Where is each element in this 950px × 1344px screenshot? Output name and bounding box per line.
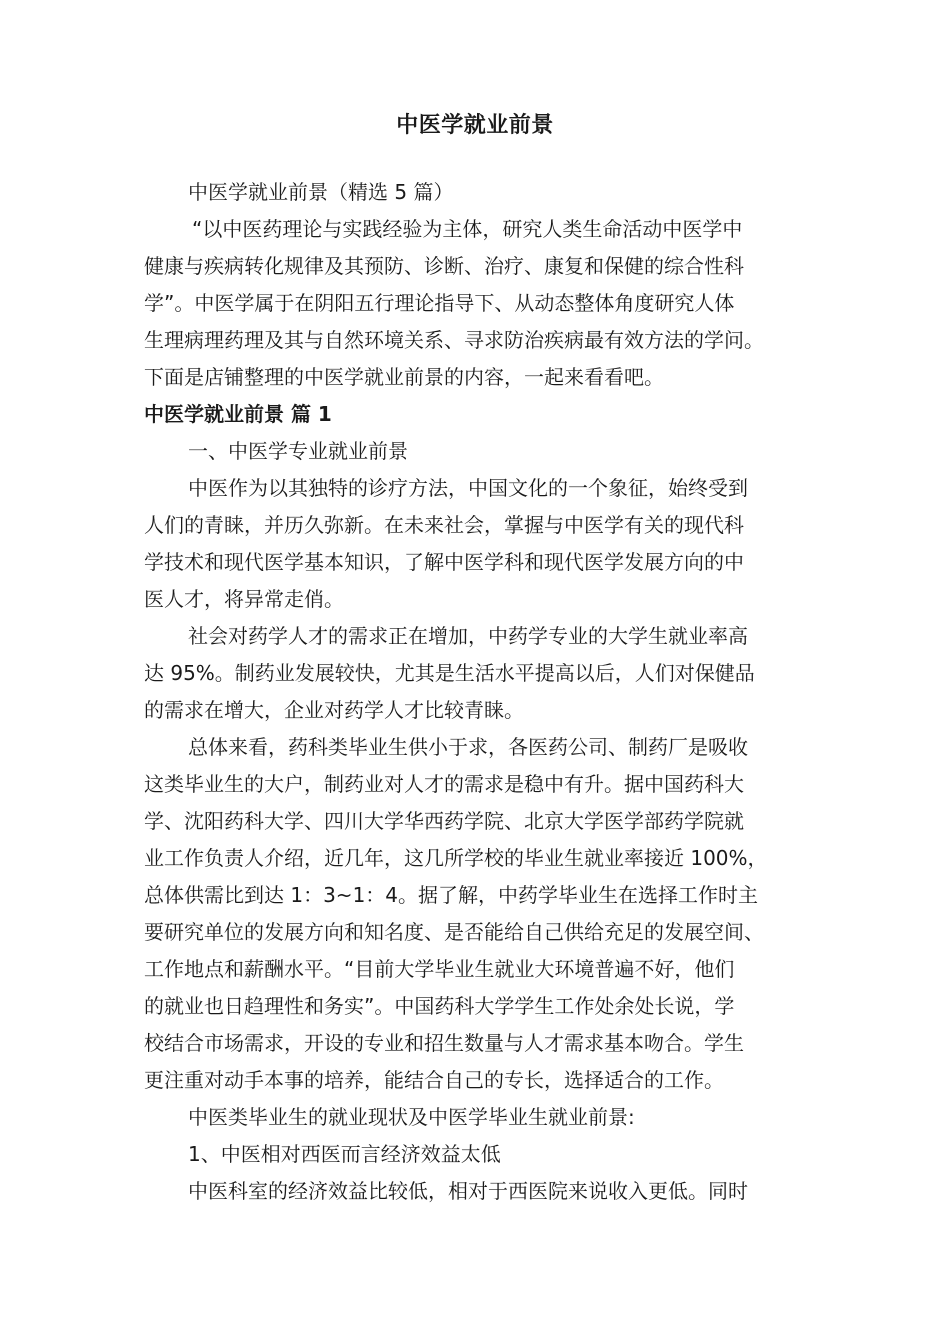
body-text-line: 达 95%。制药业发展较快，尤其是生活水平提高以后，人们对保健品 (144, 661, 755, 685)
body-text-line: 人们的青睐，并历久弥新。在未来社会，掌握与中医学有关的现代科 (144, 513, 744, 537)
document-title: 中医学就业前景 (396, 113, 554, 138)
body-text-line: 的就业也日趋理性和务实”。中国药科大学学生工作处余处长说，学 (144, 994, 735, 1018)
body-text-line: 业工作负责人介绍，近几年，这几所学校的毕业生就业率接近 100%， (144, 846, 768, 870)
body-text-line: 总体供需比到达 1：3~1：4。据了解，中药学毕业生在选择工作时主 (144, 883, 759, 907)
body-text-line: 中医科室的经济效益比较低，相对于西医院来说收入更低。同时 (188, 1179, 748, 1203)
body-text-line: 要研究单位的发展方向和知名度、是否能给自己供给充足的发展空间、 (144, 920, 764, 944)
body-text-line: “以中医药理论与实践经验为主体，研究人类生命活动中医学中 (192, 217, 743, 241)
body-text-line: 学”。中医学属于在阴阳五行理论指导下、从动态整体角度研究人体 (144, 291, 735, 315)
body-text-line: 总体来看，药科类毕业生供小于求，各医药公司、制药厂是吸收 (188, 735, 748, 759)
body-text-line: 学、沈阳药科大学、四川大学华西药学院、北京大学医学部药学院就 (144, 809, 744, 833)
body-text-line: 中医类毕业生的就业现状及中医学毕业生就业前景: (188, 1105, 635, 1129)
body-text-line: 这类毕业生的大户，制药业对人才的需求是稳中有升。据中国药科大 (144, 772, 744, 796)
body-text-line: 1、中医相对西医而言经济效益太低 (188, 1142, 501, 1166)
body-text-line: 医人才，将异常走俏。 (144, 587, 344, 611)
body-text-line: 健康与疾病转化规律及其预防、诊断、治疗、康复和保健的综合性科 (144, 254, 744, 278)
body-text-line: 生理病理药理及其与自然环境关系、寻求防治疾病最有效方法的学问。 (144, 328, 764, 352)
section-heading: 中医学就业前景 篇 1 (144, 402, 332, 426)
body-text-line: 中医学就业前景（精选 5 篇） (188, 180, 454, 204)
body-text-line: 一、中医学专业就业前景 (188, 439, 408, 463)
body-text-line: 校结合市场需求，开设的专业和招生数量与人才需求基本吻合。学生 (144, 1031, 744, 1055)
body-text-line: 中医作为以其独特的诊疗方法，中国文化的一个象征，始终受到 (188, 476, 748, 500)
body-text-line: 工作地点和薪酬水平。“目前大学毕业生就业大环境普遍不好，他们 (144, 957, 735, 981)
document-body (144, 174, 824, 1210)
body-text-line: 学技术和现代医学基本知识，了解中医学科和现代医学发展方向的中 (144, 550, 744, 574)
body-text-line: 社会对药学人才的需求正在增加，中药学专业的大学生就业率高 (188, 624, 748, 648)
body-text-line: 更注重对动手本事的培养，能结合自己的专长，选择适合的工作。 (144, 1068, 724, 1092)
body-text-line: 下面是店铺整理的中医学就业前景的内容，一起来看看吧。 (144, 365, 664, 389)
body-text-line: 的需求在增大，企业对药学人才比较青睐。 (144, 698, 524, 722)
